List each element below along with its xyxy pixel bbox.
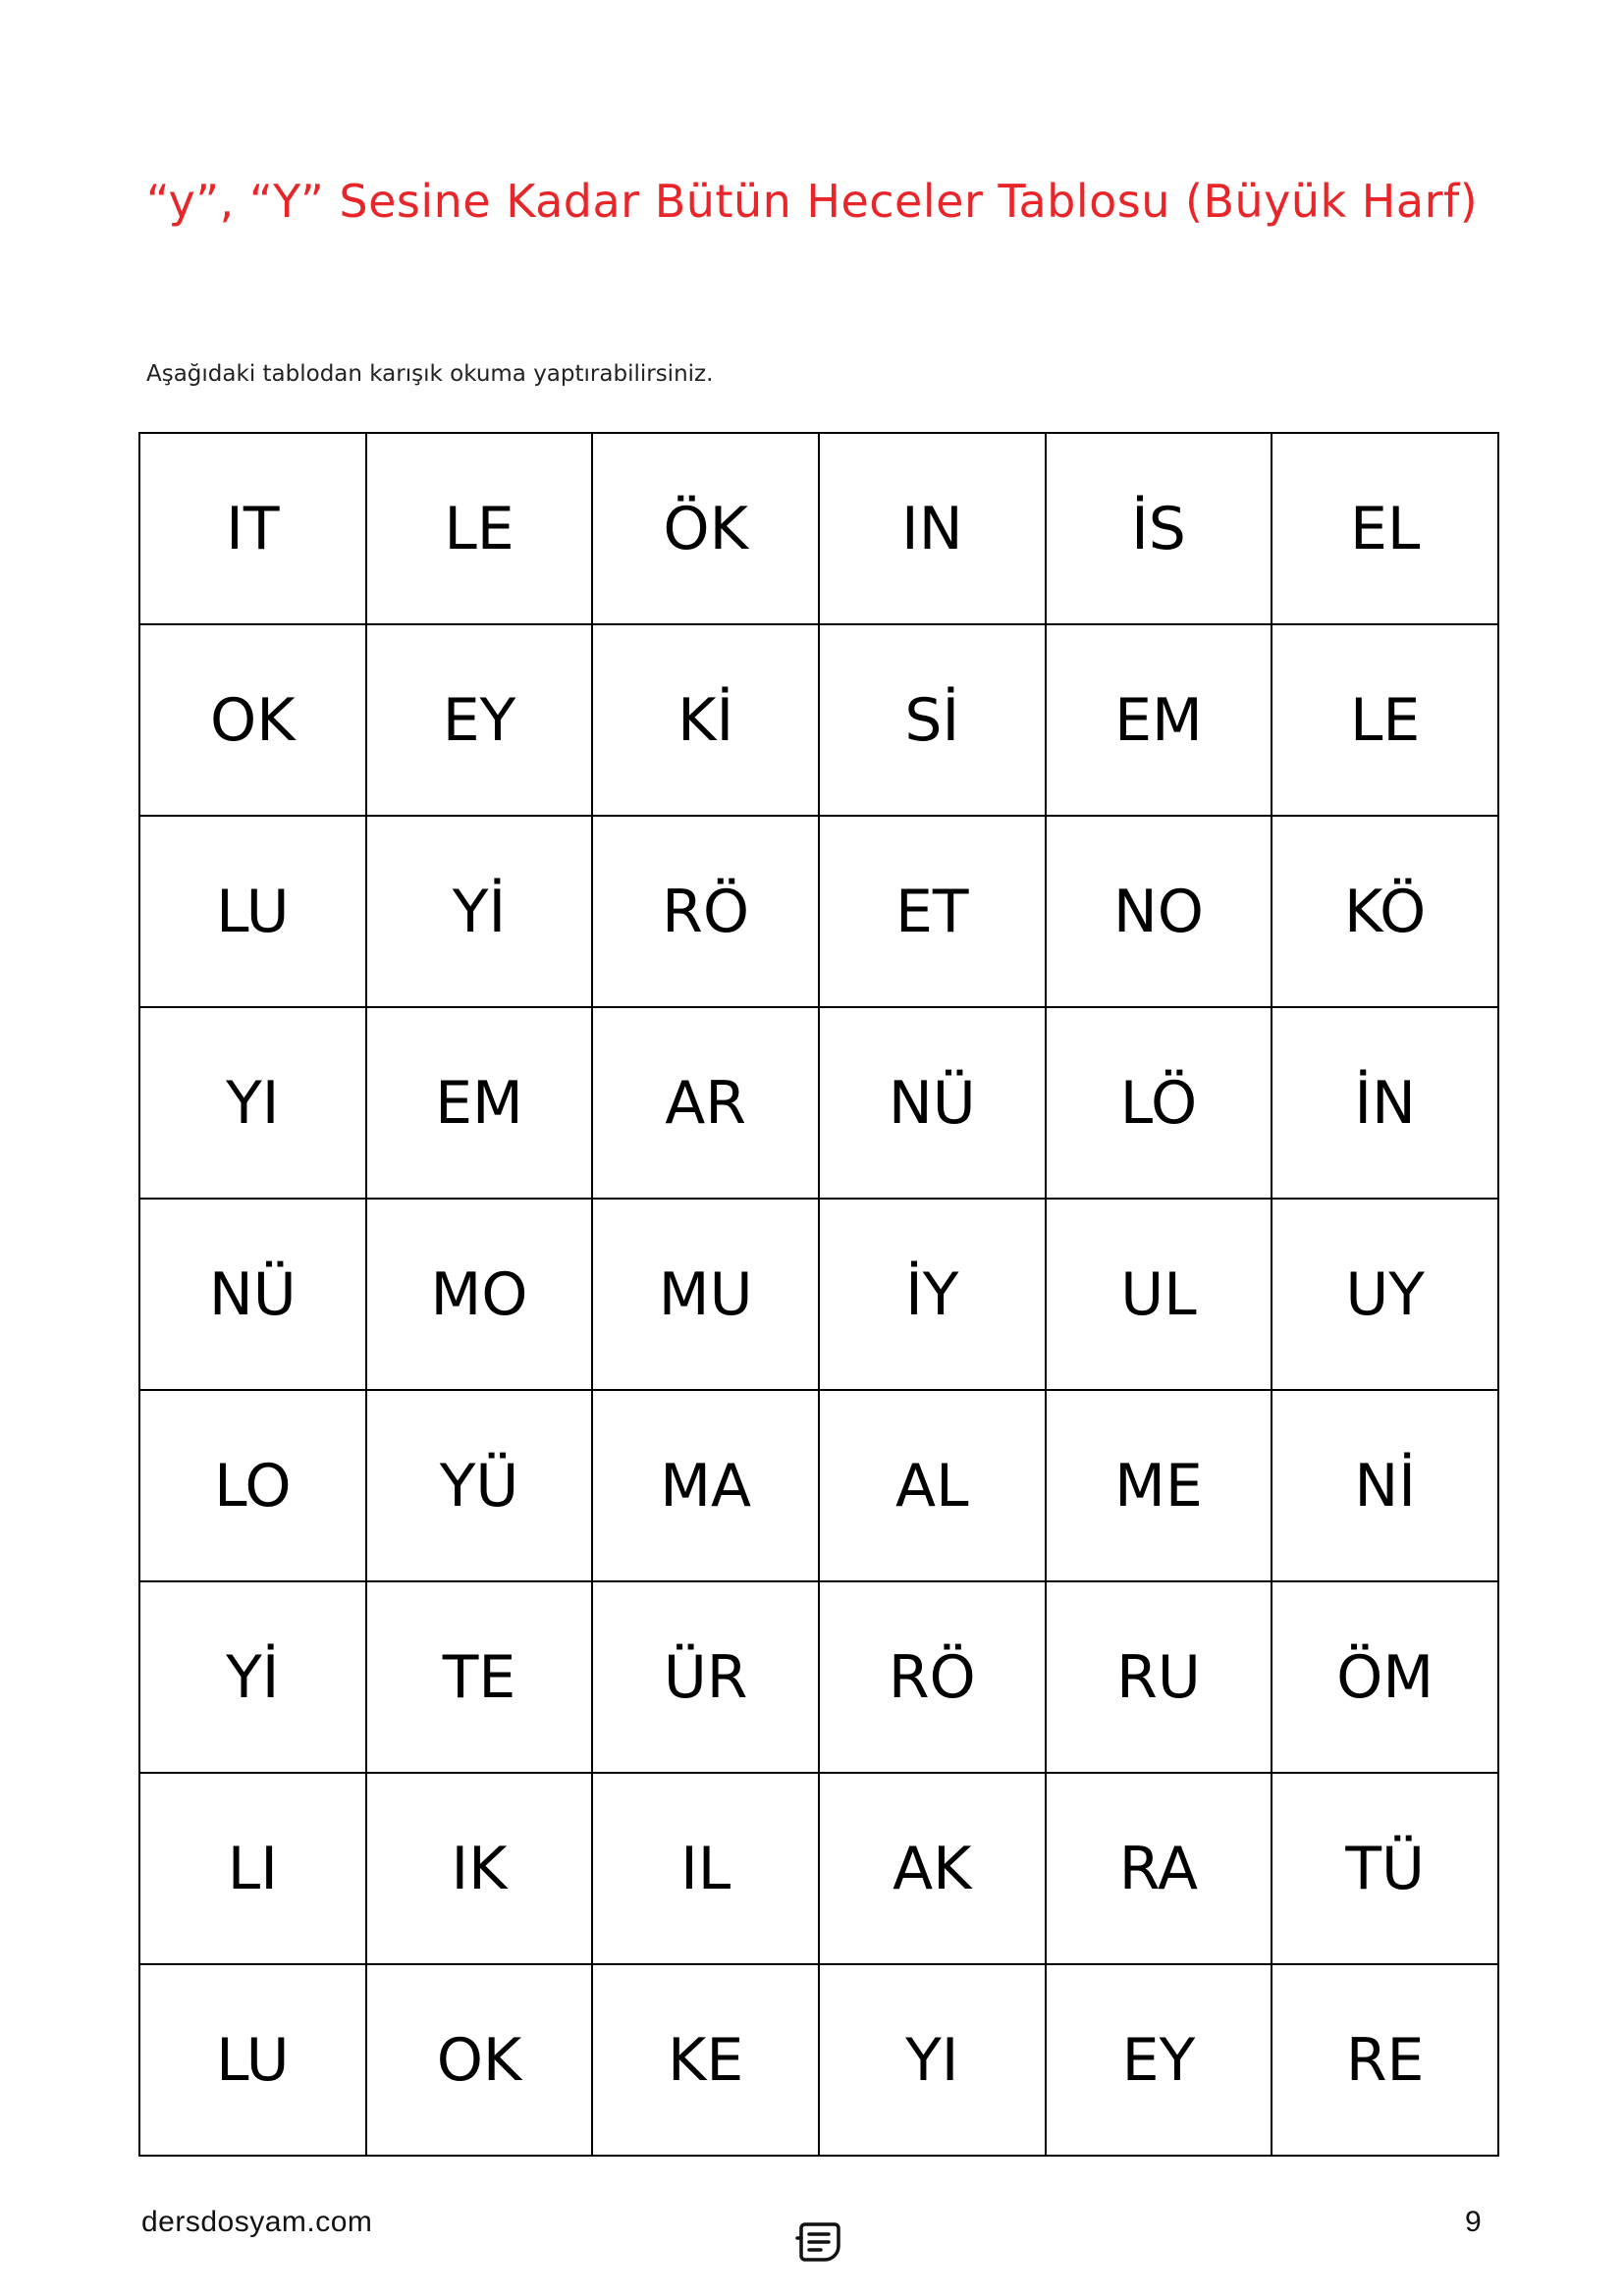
syllable-cell: LE xyxy=(366,433,593,624)
table-row xyxy=(139,1007,1498,1199)
syllable-cell: MO xyxy=(366,1199,593,1390)
syllable-cell: IK xyxy=(366,1773,593,1964)
syllable-cell: Yİ xyxy=(139,1581,366,1773)
syllable-cell: ME xyxy=(1046,1390,1272,1581)
syllable-cell: IL xyxy=(592,1773,819,1964)
syllable-cell: NÜ xyxy=(819,1007,1046,1199)
syllable-cell: EY xyxy=(366,624,593,816)
syllable-cell: EM xyxy=(1046,624,1272,816)
syllable-cell: TÜ xyxy=(1272,1773,1498,1964)
page-title: “y”, “Y” Sesine Kadar Bütün Heceler Tablosu (Büyük Harf) xyxy=(145,175,1479,228)
syllable-cell: LU xyxy=(139,816,366,1007)
syllable-cell: Yİ xyxy=(366,816,593,1007)
syllable-cell: NÜ xyxy=(139,1199,366,1390)
document-lines-icon xyxy=(795,2220,842,2262)
syllable-cell: RÖ xyxy=(592,816,819,1007)
syllable-cell: İN xyxy=(1272,1007,1498,1199)
syllable-cell: YÜ xyxy=(366,1390,593,1581)
syllable-cell: LU xyxy=(139,1964,366,2156)
syllable-cell: TE xyxy=(366,1581,593,1773)
syllable-cell: LÖ xyxy=(1046,1007,1272,1199)
syllable-cell: RÖ xyxy=(819,1581,1046,1773)
syllable-cell: UY xyxy=(1272,1199,1498,1390)
syllable-cell: LE xyxy=(1272,624,1498,816)
table-row xyxy=(139,1581,1498,1773)
syllable-cell: AL xyxy=(819,1390,1046,1581)
table-row xyxy=(139,433,1498,624)
syllable-cell: AK xyxy=(819,1773,1046,1964)
table-row xyxy=(139,1773,1498,1964)
syllable-cell: RE xyxy=(1272,1964,1498,2156)
syllable-cell: ÖK xyxy=(592,433,819,624)
syllable-cell: AR xyxy=(592,1007,819,1199)
syllable-cell: RA xyxy=(1046,1773,1272,1964)
syllable-cell: NO xyxy=(1046,816,1272,1007)
syllable-cell: EY xyxy=(1046,1964,1272,2156)
syllable-cell: OK xyxy=(139,624,366,816)
table-row xyxy=(139,1964,1498,2156)
syllable-cell: LI xyxy=(139,1773,366,1964)
table-row xyxy=(139,1390,1498,1581)
table-row xyxy=(139,624,1498,816)
syllable-cell: MA xyxy=(592,1390,819,1581)
syllable-table xyxy=(138,432,1499,2157)
syllable-cell: YI xyxy=(139,1007,366,1199)
syllable-cell: RU xyxy=(1046,1581,1272,1773)
syllable-cell: KE xyxy=(592,1964,819,2156)
syllable-cell: UL xyxy=(1046,1199,1272,1390)
table-row xyxy=(139,816,1498,1007)
footer-site-name: dersdosyam.com xyxy=(141,2206,373,2238)
syllable-cell: ET xyxy=(819,816,1046,1007)
instruction-text: Aşağıdaki tablodan karışık okuma yaptırabilirsiniz. xyxy=(146,361,714,387)
syllable-cell: İS xyxy=(1046,433,1272,624)
table-row xyxy=(139,1199,1498,1390)
syllable-cell: LO xyxy=(139,1390,366,1581)
syllable-cell: İY xyxy=(819,1199,1046,1390)
page-number: 9 xyxy=(1465,2206,1482,2238)
syllable-cell: EL xyxy=(1272,433,1498,624)
syllable-cell: IN xyxy=(819,433,1046,624)
syllable-cell: Nİ xyxy=(1272,1390,1498,1581)
syllable-cell: MU xyxy=(592,1199,819,1390)
syllable-cell: IT xyxy=(139,433,366,624)
syllable-cell: ÖM xyxy=(1272,1581,1498,1773)
syllable-cell: Kİ xyxy=(592,624,819,816)
syllable-cell: KÖ xyxy=(1272,816,1498,1007)
syllable-cell: OK xyxy=(366,1964,593,2156)
syllable-cell: YI xyxy=(819,1964,1046,2156)
syllable-cell: ÜR xyxy=(592,1581,819,1773)
syllable-cell: EM xyxy=(366,1007,593,1199)
syllable-cell: Sİ xyxy=(819,624,1046,816)
